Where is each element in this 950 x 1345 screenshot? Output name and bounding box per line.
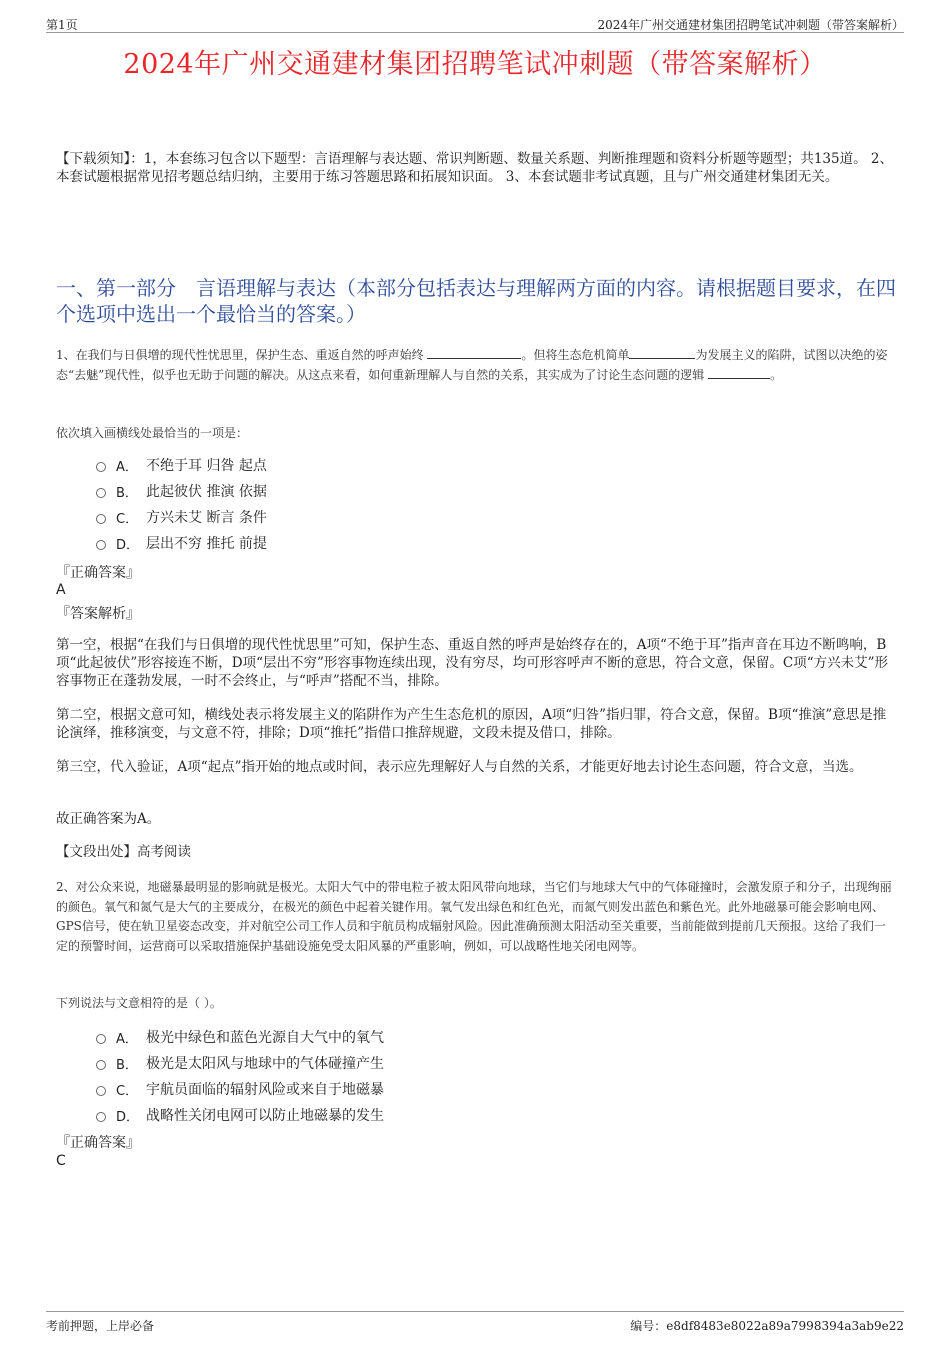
section-heading: 一、第一部分 言语理解与表达（本部分包括表达与理解两方面的内容。请根据题目要求，在四个选项中选出一个最恰当的答案。） (56, 276, 896, 326)
q1-text-part3: 为发展主义的陷阱，试图以决绝的姿态“去魅”现代性，似乎也无助于问题的解决。从这点来看，如何重新理解人与自然的关系，其实成为了讨论生态问题的逻辑 (56, 348, 888, 382)
radio-icon[interactable] (96, 514, 106, 524)
q1-answer: A (56, 582, 66, 598)
page-header (46, 14, 904, 33)
radio-icon[interactable] (96, 1112, 106, 1122)
q1-text-part1: 1、在我们与日俱增的现代性忧思里，保护生态、重返自然的呼声始终 (56, 348, 424, 362)
footer-slogan: 考前押题，上岸必备 (46, 1319, 155, 1333)
page-footer (46, 1311, 904, 1334)
q1-option-d[interactable]: D． 层出不穷 推托 前提 (96, 530, 267, 556)
q1-blank-1 (427, 346, 521, 359)
page-number: 第1页 (46, 18, 78, 32)
radio-icon[interactable] (96, 488, 106, 498)
q2-option-c[interactable]: C． 宇航员面临的辐射风险或来自于地磁暴 (96, 1076, 384, 1102)
question-1-stem (56, 346, 896, 385)
question-2-stem: 2、对公众来说，地磁暴最明显的影响就是极光。太阳大气中的带电粒子被太阳风带向地球，当它们与地球大气中的气体碰撞时，会激发原子和分子，出现绚丽的颜色。氧气和氮气是大气的主要成分，在极光的颜色中起着关键作用。氧气发出绿色和红色光，而氮气则发出蓝色和紫色光。此外地磁暴可能会影响电网、GPS信号，使在轨卫星姿态改变，并对航空公司工作人员和宇航员构成辐射风险。因此准确预测太阳活动至关重要，当前能做到提前几天预报。这给了我们一定的预警时间，运营商可以采取措施保护基础设施免受太阳风暴的严重影响，例如，可以战略性地关闭电网等。 (56, 880, 892, 953)
q1-text-part4: 。 (770, 367, 783, 382)
q2-option-b[interactable]: B． 极光是太阳风与地球中的气体碰撞产生 (96, 1050, 384, 1076)
q1-option-c[interactable]: C． 方兴未艾 断言 条件 (96, 504, 267, 530)
radio-icon[interactable] (96, 1060, 106, 1070)
q1-source: 【文段出处】高考阅读 (56, 844, 191, 860)
radio-icon[interactable] (96, 1034, 106, 1044)
q1-text-part2: 。但将生态危机简单 (521, 348, 630, 362)
q1-blank-2 (629, 346, 695, 359)
q2-correct-answer-label: 『正确答案』 (56, 1135, 140, 1151)
q1-options (96, 452, 267, 556)
q1-analysis-1: 第一空，根据“在我们与日俱增的现代性忧思里”可知，保护生态、重返自然的呼声是始终存在的，A项“不绝于耳”指声音在耳边不断鸣响，B项“此起彼伏”形容接连不断，D项“层出不穷”形容事物连续出现，没有穷尽，均可形容呼声不断的意思，符合文意，保留。C项“方兴未艾”形容事物正在蓬勃发展，一时不会终止，与“呼声”搭配不当，排除。 (56, 637, 889, 689)
q1-analysis-label: 『答案解析』 (56, 606, 140, 622)
q1-option-b[interactable]: B． 此起彼伏 推演 依据 (96, 478, 267, 504)
radio-icon[interactable] (96, 540, 106, 550)
q1-option-a[interactable]: A． 不绝于耳 归咎 起点 (96, 452, 267, 478)
q2-answer: C (56, 1153, 66, 1169)
q2-prompt: 下列说法与文意相符的是（ ）。 (56, 996, 222, 1010)
download-notice: 【下载须知】：1，本套练习包含以下题型：言语理解与表达题、常识判断题、数量关系题、判断推理题和资料分析题等题型；共135道。 2、本套试题根据常见招考题总结归纳，主要用于练习答题思路和拓展知识面。 3、本套试题非考试真题，且与广州交通建材集团无关。 (56, 151, 893, 185)
q2-options (96, 1024, 384, 1128)
q1-correct-answer-label: 『正确答案』 (56, 565, 140, 581)
q1-analysis-3: 第三空，代入验证，A项“起点”指开始的地点或时间，表示应先理解好人与自然的关系，才能更好地去讨论生态问题，符合文意，当选。 (56, 759, 863, 775)
q2-option-d[interactable]: D． 战略性关闭电网可以防止地磁暴的发生 (96, 1102, 384, 1128)
radio-icon[interactable] (96, 1086, 106, 1096)
radio-icon[interactable] (96, 462, 106, 472)
q1-conclusion: 故正确答案为A。 (56, 811, 161, 827)
q1-blank-3 (708, 366, 770, 379)
q2-option-a[interactable]: A． 极光中绿色和蓝色光源自大气中的氧气 (96, 1024, 384, 1050)
footer-doc-id: 编号：e8df8483e8022a89a7998394a3ab9e22 (630, 1319, 904, 1333)
document-title: 2024年广州交通建材集团招聘笔试冲刺题（带答案解析） (123, 49, 827, 80)
header-doc-title: 2024年广州交通建材集团招聘笔试冲刺题（带答案解析） (597, 18, 904, 32)
q1-analysis-2: 第二空，根据文意可知，横线处表示将发展主义的陷阱作为产生生态危机的原因，A项“归咎”指归罪，符合文意，保留。B项“推演”意思是推论演绎，推移演变，与文意不符，排除；D项“推托”指借口推辞规避，文段未提及借口，排除。 (56, 707, 887, 741)
q1-prompt: 依次填入画横线处最恰当的一项是： (56, 426, 249, 440)
